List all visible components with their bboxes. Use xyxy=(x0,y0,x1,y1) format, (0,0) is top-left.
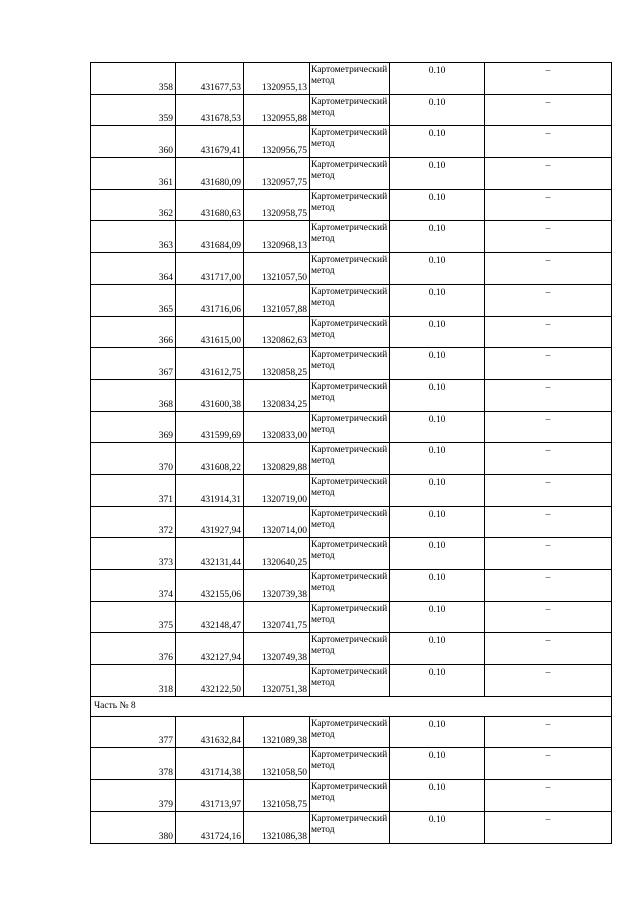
y-coordinate-cell: 1320739,38 xyxy=(244,570,310,602)
y-coordinate-cell: 1320968,13 xyxy=(244,221,310,253)
point-number-cell: 379 xyxy=(91,780,176,812)
table-row xyxy=(91,284,612,316)
table-row xyxy=(91,253,612,285)
point-number-cell: 359 xyxy=(91,94,176,126)
y-coordinate-cell: 1320955,13 xyxy=(244,63,310,95)
accuracy-cell: 0.10 xyxy=(390,716,485,748)
table-row xyxy=(91,601,612,633)
note-cell: – xyxy=(485,379,612,411)
accuracy-cell: 0.10 xyxy=(390,379,485,411)
x-coordinate-cell: 431608,22 xyxy=(176,443,244,475)
y-coordinate-cell: 1320833,00 xyxy=(244,411,310,443)
accuracy-cell: 0.10 xyxy=(390,284,485,316)
note-cell: – xyxy=(485,63,612,95)
point-number-cell: 363 xyxy=(91,221,176,253)
note-cell: – xyxy=(485,284,612,316)
y-coordinate-cell: 1320640,25 xyxy=(244,538,310,570)
accuracy-cell: 0.10 xyxy=(390,443,485,475)
table-body-before xyxy=(91,63,612,697)
table-body-after xyxy=(91,716,612,843)
accuracy-cell: 0.10 xyxy=(390,811,485,843)
x-coordinate-cell: 431632,84 xyxy=(176,716,244,748)
method-cell: Картометрический метод xyxy=(310,316,390,348)
note-cell: – xyxy=(485,221,612,253)
table-row xyxy=(91,811,612,843)
table-row xyxy=(91,63,612,95)
note-cell: – xyxy=(485,443,612,475)
x-coordinate-cell: 431679,41 xyxy=(176,126,244,158)
note-cell: – xyxy=(485,474,612,506)
x-coordinate-cell: 432155,06 xyxy=(176,570,244,602)
method-cell: Картометрический метод xyxy=(310,633,390,665)
y-coordinate-cell: 1320956,75 xyxy=(244,126,310,158)
accuracy-cell: 0.10 xyxy=(390,94,485,126)
y-coordinate-cell: 1320858,25 xyxy=(244,348,310,380)
accuracy-cell: 0.10 xyxy=(390,348,485,380)
method-cell: Картометрический метод xyxy=(310,538,390,570)
accuracy-cell: 0.10 xyxy=(390,126,485,158)
point-number-cell: 358 xyxy=(91,63,176,95)
note-cell: – xyxy=(485,253,612,285)
table-row xyxy=(91,748,612,780)
table-row xyxy=(91,348,612,380)
table-row xyxy=(91,126,612,158)
accuracy-cell: 0.10 xyxy=(390,665,485,697)
x-coordinate-cell: 431914,31 xyxy=(176,474,244,506)
x-coordinate-cell: 431615,00 xyxy=(176,316,244,348)
method-cell: Картометрический метод xyxy=(310,411,390,443)
x-coordinate-cell: 431678,53 xyxy=(176,94,244,126)
table-row xyxy=(91,189,612,221)
y-coordinate-cell: 1320714,00 xyxy=(244,506,310,538)
method-cell: Картометрический метод xyxy=(310,348,390,380)
x-coordinate-cell: 431680,09 xyxy=(176,158,244,190)
point-number-cell: 362 xyxy=(91,189,176,221)
section-label: Часть № 8 xyxy=(91,696,612,716)
note-cell: – xyxy=(485,601,612,633)
y-coordinate-cell: 1321089,38 xyxy=(244,716,310,748)
y-coordinate-cell: 1321057,88 xyxy=(244,284,310,316)
note-cell: – xyxy=(485,158,612,190)
accuracy-cell: 0.10 xyxy=(390,63,485,95)
y-coordinate-cell: 1321058,75 xyxy=(244,780,310,812)
accuracy-cell: 0.10 xyxy=(390,780,485,812)
method-cell: Картометрический метод xyxy=(310,474,390,506)
table-row xyxy=(91,158,612,190)
method-cell: Картометрический метод xyxy=(310,506,390,538)
x-coordinate-cell: 431612,75 xyxy=(176,348,244,380)
y-coordinate-cell: 1321058,50 xyxy=(244,748,310,780)
point-number-cell: 318 xyxy=(91,665,176,697)
method-cell: Картометрический метод xyxy=(310,94,390,126)
point-number-cell: 365 xyxy=(91,284,176,316)
y-coordinate-cell: 1321057,50 xyxy=(244,253,310,285)
table-row xyxy=(91,780,612,812)
x-coordinate-cell: 431724,16 xyxy=(176,811,244,843)
point-number-cell: 371 xyxy=(91,474,176,506)
accuracy-cell: 0.10 xyxy=(390,221,485,253)
x-coordinate-cell: 432127,94 xyxy=(176,633,244,665)
table-row xyxy=(91,94,612,126)
point-number-cell: 376 xyxy=(91,633,176,665)
x-coordinate-cell: 432131,44 xyxy=(176,538,244,570)
point-number-cell: 374 xyxy=(91,570,176,602)
y-coordinate-cell: 1320749,38 xyxy=(244,633,310,665)
note-cell: – xyxy=(485,348,612,380)
method-cell: Картометрический метод xyxy=(310,716,390,748)
method-cell: Картометрический метод xyxy=(310,379,390,411)
y-coordinate-cell: 1320829,88 xyxy=(244,443,310,475)
accuracy-cell: 0.10 xyxy=(390,601,485,633)
x-coordinate-cell: 431927,94 xyxy=(176,506,244,538)
point-number-cell: 364 xyxy=(91,253,176,285)
table-row xyxy=(91,443,612,475)
section-row xyxy=(91,696,612,716)
y-coordinate-cell: 1320719,00 xyxy=(244,474,310,506)
x-coordinate-cell: 431599,69 xyxy=(176,411,244,443)
point-number-cell: 370 xyxy=(91,443,176,475)
method-cell: Картометрический метод xyxy=(310,158,390,190)
y-coordinate-cell: 1320958,75 xyxy=(244,189,310,221)
note-cell: – xyxy=(485,189,612,221)
accuracy-cell: 0.10 xyxy=(390,316,485,348)
table-row xyxy=(91,570,612,602)
note-cell: – xyxy=(485,94,612,126)
table-row xyxy=(91,506,612,538)
accuracy-cell: 0.10 xyxy=(390,570,485,602)
table-row xyxy=(91,411,612,443)
accuracy-cell: 0.10 xyxy=(390,474,485,506)
method-cell: Картометрический метод xyxy=(310,665,390,697)
note-cell: – xyxy=(485,811,612,843)
x-coordinate-cell: 431677,53 xyxy=(176,63,244,95)
y-coordinate-cell: 1321086,38 xyxy=(244,811,310,843)
method-cell: Картометрический метод xyxy=(310,811,390,843)
method-cell: Картометрический метод xyxy=(310,284,390,316)
x-coordinate-cell: 431684,09 xyxy=(176,221,244,253)
method-cell: Картометрический метод xyxy=(310,443,390,475)
method-cell: Картометрический метод xyxy=(310,748,390,780)
point-number-cell: 372 xyxy=(91,506,176,538)
note-cell: – xyxy=(485,570,612,602)
y-coordinate-cell: 1320741,75 xyxy=(244,601,310,633)
table-row xyxy=(91,379,612,411)
note-cell: – xyxy=(485,665,612,697)
y-coordinate-cell: 1320957,75 xyxy=(244,158,310,190)
method-cell: Картометрический метод xyxy=(310,601,390,633)
method-cell: Картометрический метод xyxy=(310,126,390,158)
point-number-cell: 373 xyxy=(91,538,176,570)
table-row xyxy=(91,716,612,748)
y-coordinate-cell: 1320834,25 xyxy=(244,379,310,411)
note-cell: – xyxy=(485,780,612,812)
x-coordinate-cell: 431600,38 xyxy=(176,379,244,411)
method-cell: Картометрический метод xyxy=(310,189,390,221)
method-cell: Картометрический метод xyxy=(310,253,390,285)
point-number-cell: 375 xyxy=(91,601,176,633)
coordinates-table xyxy=(90,62,612,844)
note-cell: – xyxy=(485,411,612,443)
method-cell: Картометрический метод xyxy=(310,780,390,812)
point-number-cell: 378 xyxy=(91,748,176,780)
accuracy-cell: 0.10 xyxy=(390,633,485,665)
point-number-cell: 368 xyxy=(91,379,176,411)
x-coordinate-cell: 431714,38 xyxy=(176,748,244,780)
note-cell: – xyxy=(485,633,612,665)
y-coordinate-cell: 1320751,38 xyxy=(244,665,310,697)
accuracy-cell: 0.10 xyxy=(390,748,485,780)
accuracy-cell: 0.10 xyxy=(390,538,485,570)
x-coordinate-cell: 431717,00 xyxy=(176,253,244,285)
x-coordinate-cell: 432148,47 xyxy=(176,601,244,633)
point-number-cell: 369 xyxy=(91,411,176,443)
accuracy-cell: 0.10 xyxy=(390,411,485,443)
note-cell: – xyxy=(485,748,612,780)
table-row xyxy=(91,633,612,665)
x-coordinate-cell: 431713,97 xyxy=(176,780,244,812)
y-coordinate-cell: 1320862,63 xyxy=(244,316,310,348)
note-cell: – xyxy=(485,126,612,158)
accuracy-cell: 0.10 xyxy=(390,158,485,190)
point-number-cell: 377 xyxy=(91,716,176,748)
accuracy-cell: 0.10 xyxy=(390,506,485,538)
note-cell: – xyxy=(485,316,612,348)
note-cell: – xyxy=(485,506,612,538)
table-row xyxy=(91,221,612,253)
point-number-cell: 366 xyxy=(91,316,176,348)
table-row xyxy=(91,474,612,506)
x-coordinate-cell: 431680,63 xyxy=(176,189,244,221)
method-cell: Картометрический метод xyxy=(310,570,390,602)
method-cell: Картометрический метод xyxy=(310,221,390,253)
point-number-cell: 380 xyxy=(91,811,176,843)
point-number-cell: 361 xyxy=(91,158,176,190)
accuracy-cell: 0.10 xyxy=(390,253,485,285)
table-row xyxy=(91,665,612,697)
accuracy-cell: 0.10 xyxy=(390,189,485,221)
method-cell: Картометрический метод xyxy=(310,63,390,95)
note-cell: – xyxy=(485,538,612,570)
table-row xyxy=(91,538,612,570)
table-row xyxy=(91,316,612,348)
note-cell: – xyxy=(485,716,612,748)
y-coordinate-cell: 1320955,88 xyxy=(244,94,310,126)
point-number-cell: 360 xyxy=(91,126,176,158)
point-number-cell: 367 xyxy=(91,348,176,380)
x-coordinate-cell: 431716,06 xyxy=(176,284,244,316)
x-coordinate-cell: 432122,50 xyxy=(176,665,244,697)
